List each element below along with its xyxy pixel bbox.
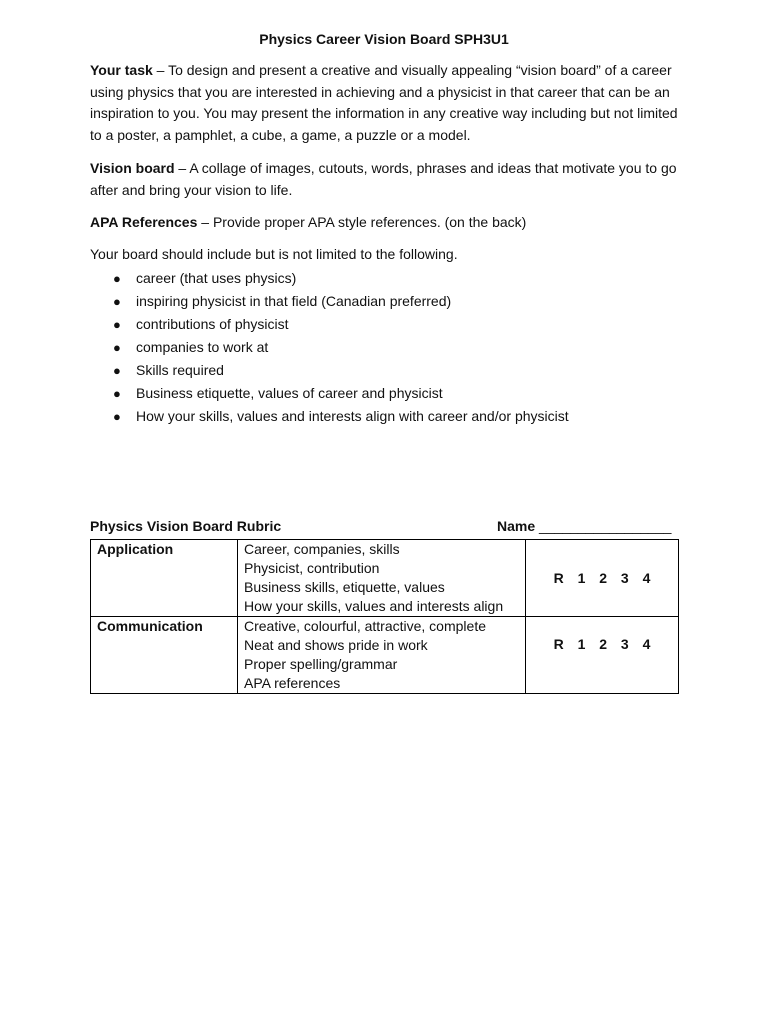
intro-text: Your board should include but is not limited to the following. [90, 246, 458, 262]
bullet-icon: ● [113, 340, 121, 355]
list-item-text: contributions of physicist [136, 316, 289, 332]
rubric-category: Application [91, 540, 238, 617]
apa-paragraph [90, 212, 682, 234]
rubric-criteria [238, 540, 526, 617]
list-item [90, 313, 690, 336]
list-item [90, 336, 690, 359]
list-item-text: companies to work at [136, 339, 269, 355]
bullet-icon: ● [113, 386, 121, 401]
list-item [90, 267, 690, 290]
list-item [90, 382, 690, 405]
list-item [90, 405, 690, 428]
rubric-score-scale: R 1 2 3 4 [526, 540, 679, 617]
bullet-icon: ● [113, 363, 121, 378]
bullet-icon: ● [113, 409, 121, 424]
rubric-score-scale: R 1 2 3 4 [526, 617, 679, 694]
list-item-text: inspiring physicist in that field (Canadian preferred) [136, 293, 452, 309]
rubric-title: Physics Vision Board Rubric [90, 518, 282, 534]
vision-board-text: A collage of images, cutouts, words, phrases and ideas that motivate you to go after and bring your vision to life. [90, 160, 677, 198]
list-item-text: How your skills, values and interests align with career and/or physicist [136, 408, 569, 424]
bullet-icon: ● [113, 294, 121, 309]
criteria-line: Physicist, contribution [244, 560, 380, 576]
task-label: Your task [90, 62, 153, 78]
bullet-icon: ● [113, 317, 121, 332]
name-blank: _________________ [535, 518, 672, 534]
rubric-table [90, 539, 679, 694]
criteria-line: APA references [244, 675, 341, 691]
apa-label: APA References [90, 214, 198, 230]
vision-board-dash: – [174, 160, 190, 176]
criteria-line: Creative, colourful, attractive, complete [244, 618, 486, 634]
list-item-text: Business etiquette, values of career and physicist [136, 385, 443, 401]
apa-text: Provide proper APA style references. (on the back) [212, 214, 527, 230]
name-label: Name [497, 518, 536, 534]
task-paragraph [90, 60, 682, 146]
task-text: To design and present a creative and visually appealing “vision board” of a career using physics that you are interested in achieving and a physicist in that career that can be an inspiration to you. You may present the information in any creative way including but not limited to a poster, a pamphlet, a cube, a game, a puzzle or a model. [90, 62, 678, 143]
list-item-text: Skills required [136, 362, 224, 378]
criteria-line: Neat and shows pride in work [244, 637, 428, 653]
list-item [90, 359, 690, 382]
requirements-list [90, 267, 690, 428]
criteria-line: Proper spelling/grammar [244, 656, 398, 672]
rubric-category: Communication [91, 617, 238, 694]
list-item [90, 290, 690, 313]
table-row [91, 540, 679, 617]
name-field[interactable] [497, 516, 671, 536]
bullet-icon: ● [113, 271, 121, 286]
vision-board-label: Vision board [90, 160, 175, 176]
apa-dash: – [197, 214, 213, 230]
vision-board-paragraph [90, 158, 682, 201]
criteria-line: How your skills, values and interests align [244, 598, 504, 614]
criteria-line: Career, companies, skills [244, 541, 400, 557]
criteria-line: Business skills, etiquette, values [244, 579, 445, 595]
table-row [91, 617, 679, 694]
rubric-header [90, 516, 678, 536]
task-dash: – [152, 62, 169, 78]
page-title: Physics Career Vision Board SPH3U1 [259, 31, 509, 47]
rubric-criteria [238, 617, 526, 694]
list-item-text: career (that uses physics) [136, 270, 297, 286]
